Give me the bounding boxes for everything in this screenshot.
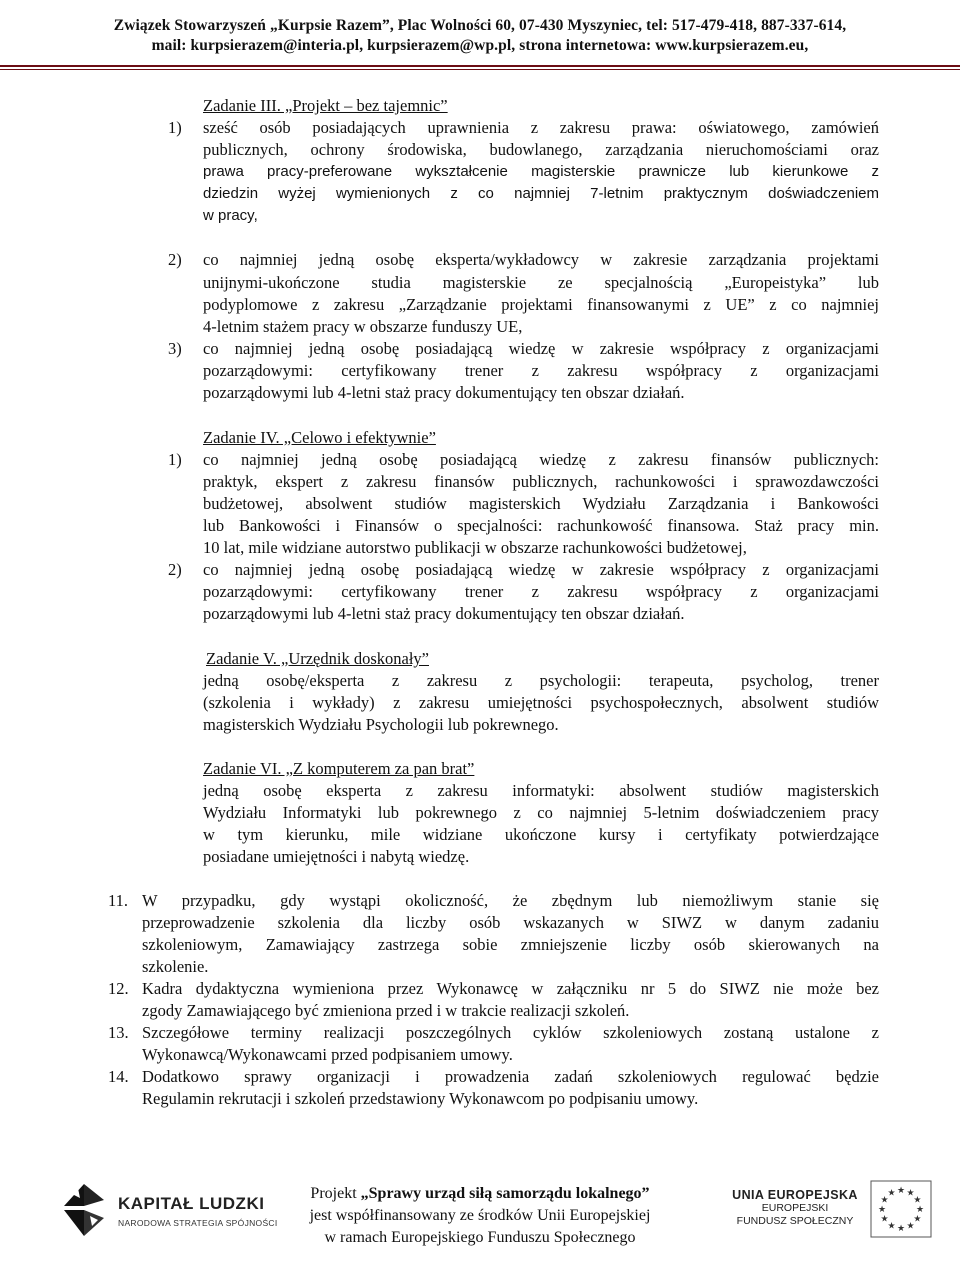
point-text: przeprowadzenie szkolenia dla liczby osób wskazanych w SIWZ w danym zadaniu	[142, 913, 879, 932]
paragraph-line: magisterskich Wydziału Psychologii lub pokrewnego.	[203, 715, 559, 734]
list-item-text: lub Bankowości i Finansów o specjalności: rachunkowość finansowa. Staż pracy min.	[203, 516, 879, 535]
list-item-text: 4-letnim stażem pracy w obszarze funduszy UE,	[203, 317, 523, 336]
project-note-line-2: jest współfinansowany ze środków Unii Europejskiej	[309, 1207, 651, 1224]
eu-star-icon: ★	[880, 1194, 889, 1205]
list-number: 3)	[168, 339, 182, 358]
list-item-text: pozarządowymi lub 4-letni staż pracy dokumentujący ten obszar działań.	[203, 383, 685, 402]
eu-star-icon: ★	[913, 1194, 922, 1205]
project-prefix: Projekt	[310, 1185, 361, 1202]
list-number: 1)	[168, 450, 182, 469]
header-line-2: mail: kurpsierazem@interia.pl, kurpsierazem@wp.pl, strona internetowa: www.kurpsierazem.eu,	[151, 37, 809, 54]
point-text: szkoleniowym, Zamawiający zastrzega sobie zmniejszenie liczby osób skierowanych na	[142, 935, 879, 954]
list-item-text: pozarządowymi: certyfikowany trener z zakresu współpracy z organizacjami	[203, 582, 879, 601]
point-number: 11.	[108, 891, 129, 910]
kapital-ludzki-icon	[58, 1176, 110, 1242]
list-item-text: 10 lat, mile widziane autorstwo publikacji w obszarze rachunkowości budżetowej,	[203, 538, 747, 557]
eu-star-icon: ★	[906, 1187, 915, 1198]
list-item-text: sześć osób posiadających uprawnienia z zakresu prawa: oświatowego, zamówień	[203, 118, 879, 137]
eu-star-icon: ★	[906, 1220, 915, 1231]
eu-title: UNIA EUROPEJSKA	[732, 1188, 858, 1202]
eu-star-icon: ★	[887, 1220, 896, 1231]
project-note	[270, 1183, 690, 1249]
paragraph-line: jedną osobę eksperta z zakresu informatyki: absolwent studiów magisterskich	[203, 781, 879, 800]
paragraph-line: w tym kierunku, mile widziane ukończone kursy i certyfikaty potwierdzające	[203, 825, 879, 844]
zadanie-5-title: Zadanie V. „Urzędnik doskonały”	[206, 649, 429, 668]
point-text: Kadra dydaktyczna wymieniona przez Wykonawcę w załączniku nr 5 do SIWZ nie może bez	[142, 979, 879, 998]
header-line-1: Związek Stowarzyszeń „Kurpsie Razem”, Plac Wolności 60, 07-430 Myszyniec, tel: 517-479-418, 887-337-614,	[113, 17, 847, 34]
point-number: 12.	[108, 979, 129, 998]
header-rule-thin	[0, 69, 960, 70]
eu-star-icon: ★	[896, 1185, 906, 1195]
kapital-ludzki-title: KAPITAŁ LUDZKI	[118, 1194, 265, 1213]
paragraph-line: (szkolenia i wykłady) z zakresu umiejętności psychospołecznych, absolwent studiów	[203, 693, 879, 712]
list-number: 2)	[168, 250, 182, 269]
list-item-text: co najmniej jedną osobę posiadającą wiedzę z zakresu finansów publicznych:	[203, 450, 879, 469]
eu-star-icon: ★	[877, 1204, 887, 1214]
point-number: 13.	[108, 1023, 129, 1042]
list-item-text: co najmniej jedną osobę eksperta/wykładowcy w zakresie zarządzania projektami	[203, 250, 879, 269]
zadanie-6-title: Zadanie VI. „Z komputerem za pan brat”	[203, 759, 475, 778]
kapital-ludzki-logo	[58, 1172, 288, 1244]
point-number: 14.	[108, 1067, 129, 1086]
list-item-text: w pracy,	[203, 207, 258, 224]
list-item-text: unijnymi-ukończone studia magisterskie ze specjalnością „Europeistyka” lub	[203, 273, 879, 292]
list-item-text: co najmniej jedną osobę posiadającą wiedzę w zakresie współpracy z organizacjami	[203, 339, 879, 358]
eu-logo-text	[720, 1188, 870, 1228]
eu-star-icon: ★	[913, 1213, 922, 1224]
eu-star-icon: ★	[915, 1204, 925, 1214]
point-text: Regulamin rekrutacji i szkoleń przedstawiony Wykonawcom po podpisaniu umowy.	[142, 1089, 699, 1108]
point-text: W przypadku, gdy wystąpi okoliczność, że zbędnym lub niemożliwym stanie się	[142, 891, 879, 910]
list-item-text: co najmniej jedną osobę posiadającą wiedzę w zakresie współpracy z organizacjami	[203, 560, 879, 579]
zadanie-4-title: Zadanie IV. „Celowo i efektywnie”	[203, 428, 436, 447]
list-item-text: praktyk, ekspert z zakresu finansów publicznych, rachunkowości i sprawozdawczości	[203, 472, 879, 491]
point-text: Szczegółowe terminy realizacji poszczególnych cyklów szkoleniowych zostaną ustalone z	[142, 1023, 879, 1042]
paragraph-line: posiadane umiejętności i nabytą wiedzę.	[203, 847, 470, 866]
kapital-ludzki-subtitle: NARODOWA STRATEGIA SPÓJNOŚCI	[118, 1218, 278, 1228]
list-item-text: podyplomowe z zakresu „Zarządzanie projektami finansowanymi z UE” z co najmniej	[203, 295, 879, 314]
eu-flag-icon	[870, 1180, 932, 1238]
eu-star-icon: ★	[880, 1213, 889, 1224]
header-rule	[0, 65, 960, 67]
paragraph-line: jedną osobę/eksperta z zakresu z psychologii: terapeuta, psycholog, trener	[203, 671, 879, 690]
list-item-text: pozarządowymi lub 4-letni staż pracy dokumentujący ten obszar działań.	[203, 604, 685, 623]
list-item-text: dziedzin wyżej wymienionych z co najmniej 7-letnim praktycznym doświadczeniem	[203, 185, 879, 202]
list-item-text: budżetowej, absolwent studiów magisterskich Wydziału Zarządzania i Bankowości	[203, 494, 879, 513]
point-text: Wykonawcą/Wykonawcami przed podpisaniem umowy.	[142, 1045, 513, 1064]
eu-star-icon: ★	[887, 1187, 896, 1198]
list-item-text: publicznych, ochrony środowiska, budowlanego, zarządzania nieruchomościami oraz	[203, 140, 879, 159]
project-note-line-1	[270, 1183, 690, 1205]
list-item-text: prawa pracy-preferowane wykształcenie magisterskie prawnicze lub kierunkowe z	[203, 163, 879, 180]
list-number: 1)	[168, 118, 182, 137]
document-header	[0, 16, 960, 56]
list-item-text: pozarządowymi: certyfikowany trener z zakresu współpracy z organizacjami	[203, 361, 879, 380]
project-note-line-3: w ramach Europejskiego Funduszu Społecznego	[324, 1229, 636, 1246]
eu-subtitle-1: EUROPEJSKI	[761, 1202, 829, 1214]
project-name: „Sprawy urząd siłą samorządu lokalnego”	[360, 1185, 650, 1202]
point-text: Dodatkowo sprawy organizacji i prowadzenia zadań szkoleniowych regulować będzie	[142, 1067, 879, 1086]
eu-subtitle-2: FUNDUSZ SPOŁECZNY	[736, 1215, 854, 1227]
point-text: zgody Zamawiającego być zmieniona przed i w trakcie realizacji szkoleń.	[142, 1001, 630, 1020]
paragraph-line: Wydziału Informatyki lub pokrewnego z co najmniej 5-letnim doświadczeniem pracy	[203, 803, 879, 822]
zadanie-3-title: Zadanie III. „Projekt – bez tajemnic”	[203, 96, 448, 115]
point-text: szkolenie.	[142, 957, 209, 976]
list-number: 2)	[168, 560, 182, 579]
eu-star-icon: ★	[896, 1223, 906, 1233]
